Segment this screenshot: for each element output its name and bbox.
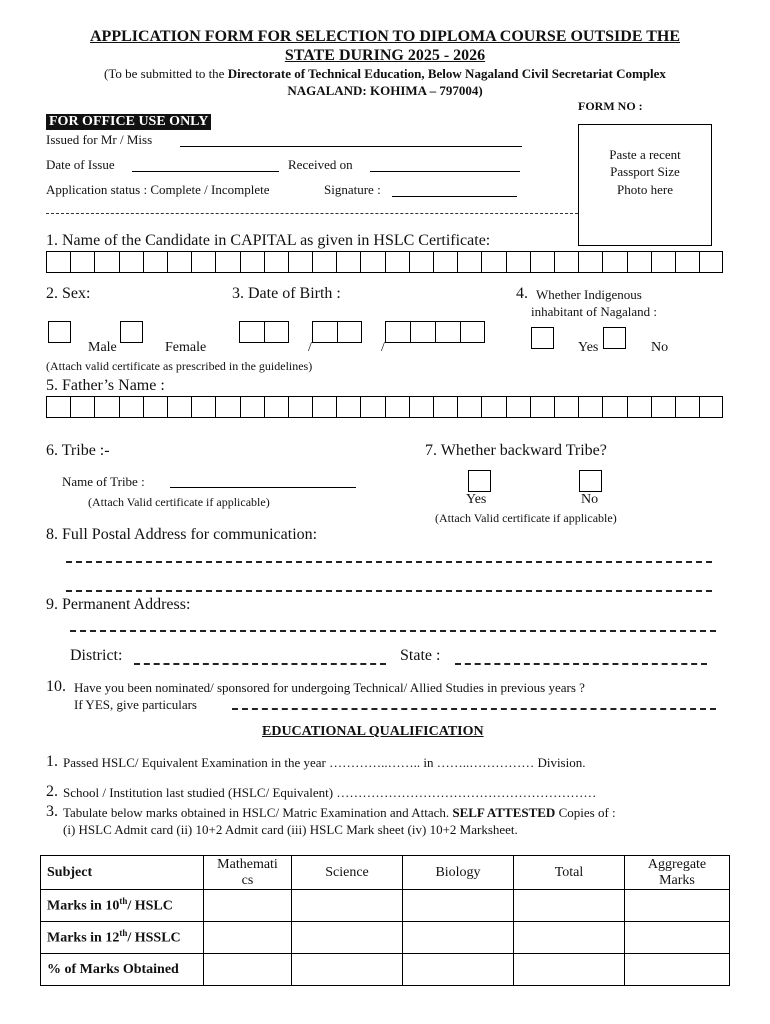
q10-question: Have you been nominated/ sponsored for undergoing Technical/ Allied Studies in previous years ? [74,680,585,695]
name-letter-box[interactable] [215,251,239,273]
office-use-heading: FOR OFFICE USE ONLY [46,114,211,130]
form-title-line2: STATE DURING 2025 - 2026 [284,47,486,64]
dob-label: 3. Date of Birth : [232,285,341,302]
table-row [41,954,730,986]
district-line[interactable] [134,663,386,665]
name-letter-box[interactable] [312,251,336,273]
indigenous-no-label: No [651,340,669,355]
date-of-issue-label: Date of Issue [46,157,115,172]
indigenous-yes-label: Yes [578,340,599,355]
father-name-label: 5. Father’s Name : [46,377,165,394]
name-letter-box[interactable] [46,251,70,273]
sex-attach-note: (Attach valid certificate as prescribed in the guidelines) [46,359,313,373]
backward-yes-checkbox[interactable] [468,470,491,492]
header-subject: Subject [41,856,204,890]
permanent-address-line[interactable] [70,630,716,632]
form-no-label: FORM NO : [578,99,643,113]
cell-hslc-biology[interactable] [403,890,514,922]
name-letter-box[interactable] [336,251,360,273]
name-letter-box[interactable] [70,251,94,273]
name-letter-box[interactable] [699,251,723,273]
submitted-address: NAGALAND: KOHIMA – 797004) [287,83,483,98]
backward-yes-label: Yes [466,492,487,507]
dob-year-box[interactable] [460,321,485,343]
passport-photo-box[interactable] [578,124,712,246]
father-letter-box[interactable] [385,396,409,418]
header-aggregate: Aggregate Marks [625,856,730,890]
name-letter-box[interactable] [457,251,481,273]
father-letter-box[interactable] [94,396,118,418]
name-letter-box[interactable] [409,251,433,273]
cell-hsslc-maths[interactable] [204,922,292,954]
father-letter-box[interactable] [481,396,505,418]
marks-table-header [41,856,730,890]
photo-text-2: Passport Size [610,164,680,179]
cell-percent-maths[interactable] [204,954,292,986]
cell-percent-aggregate[interactable] [625,954,730,986]
submitted-to [30,66,740,82]
tribe-label: 6. Tribe :- [46,442,110,459]
dob-year-box[interactable] [435,321,460,343]
office-separator [46,213,578,214]
edu-q3-main: Tabulate below marks obtained in HSLC/ Matric Examination and Attach. [63,805,450,820]
edu-q3-number: 3. [46,803,58,820]
dob-year-box[interactable] [385,321,410,343]
father-letter-box[interactable] [457,396,481,418]
application-status-label: Application status : Complete / Incomplete [46,182,270,197]
dob-slash-2: / [381,340,385,355]
dob-slash-1: / [308,340,312,355]
q10-number: 10. [46,678,66,695]
father-letter-box[interactable] [578,396,602,418]
dob-month-boxes[interactable] [312,321,362,343]
father-name-boxes[interactable] [46,396,723,418]
dob-month-box[interactable] [337,321,362,343]
signature-line[interactable] [392,196,517,197]
marks-table [40,855,730,986]
indigenous-label-1: Whether Indigenous [536,287,642,302]
female-checkbox[interactable] [120,321,143,343]
father-letter-box[interactable] [506,396,530,418]
table-row [41,922,730,954]
female-label: Female [165,340,207,355]
father-letter-box[interactable] [409,396,433,418]
name-letter-box[interactable] [675,251,699,273]
district-label: District: [70,647,123,664]
name-letter-box[interactable] [530,251,554,273]
father-letter-box[interactable] [312,396,336,418]
father-letter-box[interactable] [336,396,360,418]
father-letter-box[interactable] [288,396,312,418]
issued-for-label: Issued for Mr / Miss [46,132,153,147]
photo-text-3: Photo here [617,182,673,197]
submitted-org: Directorate of Technical Education, Below Nagaland Civil Secretariat Complex [227,66,666,81]
cell-hsslc-aggregate[interactable] [625,922,730,954]
q10-particulars-label: If YES, give particulars [74,697,197,712]
date-of-issue-line[interactable] [132,171,279,172]
name-letter-box[interactable] [288,251,312,273]
father-letter-box[interactable] [264,396,288,418]
name-letter-box[interactable] [191,251,215,273]
q10-particulars-line[interactable] [232,708,716,710]
signature-label: Signature : [324,182,381,197]
cell-hslc-total[interactable] [514,890,625,922]
father-letter-box[interactable] [627,396,651,418]
received-on-line[interactable] [370,171,520,172]
postal-address-label: 8. Full Postal Address for communication: [46,526,318,543]
indigenous-num: 4. [516,285,528,302]
name-letter-box[interactable] [602,251,626,273]
father-letter-box[interactable] [240,396,264,418]
name-letter-box[interactable] [143,251,167,273]
name-letter-box[interactable] [264,251,288,273]
state-line[interactable] [455,663,707,665]
name-letter-box[interactable] [94,251,118,273]
candidate-name-label: 1. Name of the Candidate in CAPITAL as given in HSLC Certificate: [46,232,491,249]
father-letter-box[interactable] [360,396,384,418]
postal-address-line-1[interactable] [66,561,712,563]
cell-hslc-maths[interactable] [204,890,292,922]
submitted-prefix: (To be submitted to the [104,66,228,81]
edu-q3-list: (i) HSLC Admit card (ii) 10+2 Admit card (iii) HSLC Mark sheet (iv) 10+2 Marksheet. [63,822,518,837]
header-biology: Biology [403,856,514,890]
name-letter-box[interactable] [554,251,578,273]
name-letter-box[interactable] [433,251,457,273]
cell-hslc-aggregate[interactable] [625,890,730,922]
dob-day-box[interactable] [239,321,264,343]
received-on-label: Received on [288,157,353,172]
education-heading: EDUCATIONAL QUALIFICATION [262,724,484,739]
dob-year-box[interactable] [410,321,435,343]
backward-no-checkbox[interactable] [579,470,602,492]
sex-attach-text: Attach valid certificate as prescribed in the guidelines [50,359,309,373]
name-letter-box[interactable] [167,251,191,273]
header-total: Total [514,856,625,890]
cell-hsslc-total[interactable] [514,922,625,954]
backward-no-label: No [581,492,599,507]
tribe-name-label: Name of Tribe : [62,474,145,489]
row-label-percent: % of Marks Obtained [41,954,204,986]
name-letter-box[interactable] [360,251,384,273]
cell-hsslc-science[interactable] [292,922,403,954]
edu-q3-end: Copies of : [558,805,616,820]
dob-year-boxes[interactable] [385,321,485,343]
name-letter-box[interactable] [627,251,651,273]
row-label-hsslc: Marks in 12th/ HSSLC [41,922,204,954]
father-letter-box[interactable] [46,396,70,418]
indigenous-yes-checkbox[interactable] [531,327,554,349]
father-letter-box[interactable] [554,396,578,418]
edu-q1-number: 1. [46,753,58,770]
edu-q3-text [63,805,616,821]
name-letter-box[interactable] [578,251,602,273]
father-letter-box[interactable] [602,396,626,418]
postal-address-line-2[interactable] [66,590,712,592]
father-letter-box[interactable] [699,396,723,418]
name-letter-box[interactable] [240,251,264,273]
sex-label: 2. Sex: [46,285,91,302]
father-letter-box[interactable] [530,396,554,418]
cell-percent-science[interactable] [292,954,403,986]
candidate-name-boxes[interactable] [46,251,723,273]
name-letter-box[interactable] [651,251,675,273]
name-letter-box[interactable] [506,251,530,273]
father-letter-box[interactable] [651,396,675,418]
row-label-hslc: Marks in 10th/ HSLC [41,890,204,922]
dob-day-boxes[interactable] [239,321,289,343]
father-letter-box[interactable] [215,396,239,418]
name-letter-box[interactable] [119,251,143,273]
issued-for-line[interactable] [180,146,522,147]
dob-month-box[interactable] [312,321,337,343]
dob-day-box[interactable] [264,321,289,343]
header-mathematics: Mathemati cs [204,856,292,890]
tribe-name-line[interactable] [170,487,356,488]
father-letter-box[interactable] [167,396,191,418]
father-letter-box[interactable] [70,396,94,418]
father-letter-box[interactable] [433,396,457,418]
male-checkbox[interactable] [48,321,71,343]
male-label: Male [88,340,117,355]
indigenous-no-checkbox[interactable] [603,327,626,349]
cell-hslc-science[interactable] [292,890,403,922]
edu-q2-number: 2. [46,783,58,800]
tribe-attach-note: (Attach Valid certificate if applicable) [88,495,270,509]
permanent-address-label: 9. Permanent Address: [46,596,191,613]
father-letter-box[interactable] [191,396,215,418]
name-letter-box[interactable] [385,251,409,273]
edu-q2-text: School / Institution last studied (HSLC/ Equivalent) …………………………………………………… [63,785,597,800]
father-letter-box[interactable] [119,396,143,418]
indigenous-label-2: inhabitant of Nagaland : [531,304,657,319]
state-label: State : [400,647,441,664]
cell-percent-biology[interactable] [403,954,514,986]
edu-q3-bold: SELF ATTESTED [452,805,556,820]
father-letter-box[interactable] [675,396,699,418]
table-row [41,890,730,922]
edu-q1-text: Passed HSLC/ Equivalent Examination in the year …………..…….. in ……..…………… Division. [63,755,586,770]
form-title-line1: APPLICATION FORM FOR SELECTION TO DIPLOMA COURSE OUTSIDE THE [89,28,681,45]
header-science: Science [292,856,403,890]
cell-hsslc-biology[interactable] [403,922,514,954]
photo-text-1: Paste a recent [609,147,681,162]
backward-tribe-label: 7. Whether backward Tribe? [425,442,607,459]
name-letter-box[interactable] [481,251,505,273]
father-letter-box[interactable] [143,396,167,418]
cell-percent-total[interactable] [514,954,625,986]
backward-attach-note: (Attach Valid certificate if applicable) [435,511,617,525]
